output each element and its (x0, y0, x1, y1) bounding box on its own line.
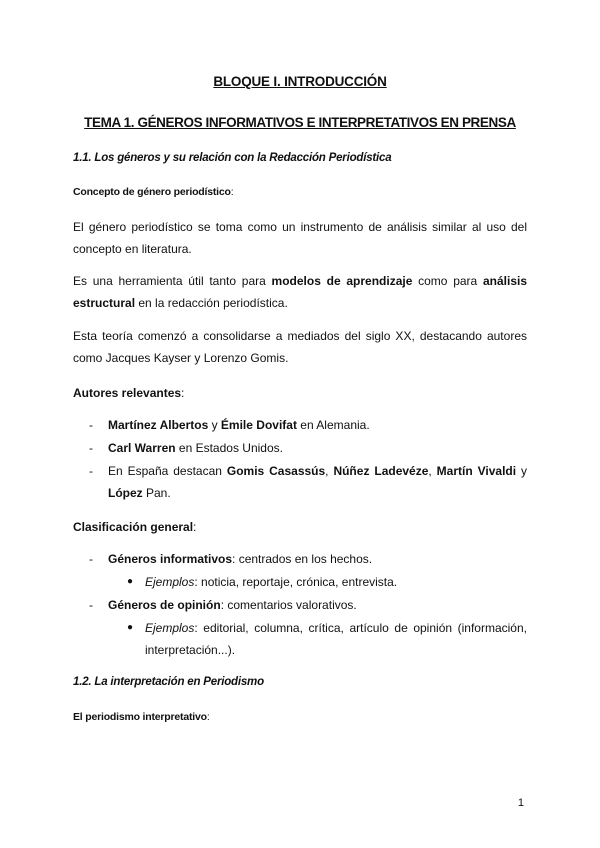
bullet-marker: ● (127, 576, 134, 587)
dash-marker: - (89, 418, 93, 432)
authors-heading: Autores relevantes: (73, 386, 185, 400)
classification-heading: Clasificación general: (73, 520, 197, 534)
list-item: ● Ejemplos: editorial, columna, crítica, artículo de opinión (información, interpretación...). (73, 617, 527, 661)
dash-marker: - (89, 464, 93, 478)
list-item: - En España destacan Gomis Casassús, Núñez Ladevéze, Martín Vivaldi y López Pan. (73, 460, 527, 504)
list-item: ● Ejemplos: noticia, reportaje, crónica, entrevista. (73, 571, 527, 593)
bullet-marker: ● (127, 622, 134, 633)
list-item: - Géneros de opinión: comentarios valorativos. (73, 594, 527, 616)
section-heading-1-1: 1.1. Los géneros y su relación con la Redacción Periodística (73, 152, 392, 164)
list-item: - Carl Warren en Estados Unidos. (73, 437, 527, 459)
list-item: - Martínez Albertos y Émile Dovifat en Alemania. (73, 414, 527, 436)
page-number: 1 (517, 797, 524, 809)
topic-title: TEMA 1. GÉNEROS INFORMATIVOS E INTERPRETATIVOS EN PRENSA (84, 115, 516, 130)
block-title: BLOQUE I. INTRODUCCIÓN (213, 74, 387, 89)
dash-marker: - (89, 598, 93, 612)
concept-heading: Concepto de género periodístico: (73, 186, 234, 198)
paragraph-concept: El género periodístico se toma como un instrumento de análisis similar al uso del concepto en literatura. (73, 220, 527, 256)
paragraph-tool: Es una herramienta útil tanto para modelos de aprendizaje como para análisis estructural en la redacción periodística. (73, 274, 527, 310)
list-item: - Géneros informativos: centrados en los hechos. (73, 548, 527, 570)
dash-marker: - (89, 552, 93, 566)
interpretive-heading: El periodismo interpretativo: (73, 711, 210, 723)
section-heading-1-2: 1.2. La interpretación en Periodismo (73, 676, 264, 688)
paragraph-theory: Esta teoría comenzó a consolidarse a mediados del siglo XX, destacando autores como Jacques Kayser y Lorenzo Gomis. (73, 329, 527, 365)
dash-marker: - (89, 441, 93, 455)
